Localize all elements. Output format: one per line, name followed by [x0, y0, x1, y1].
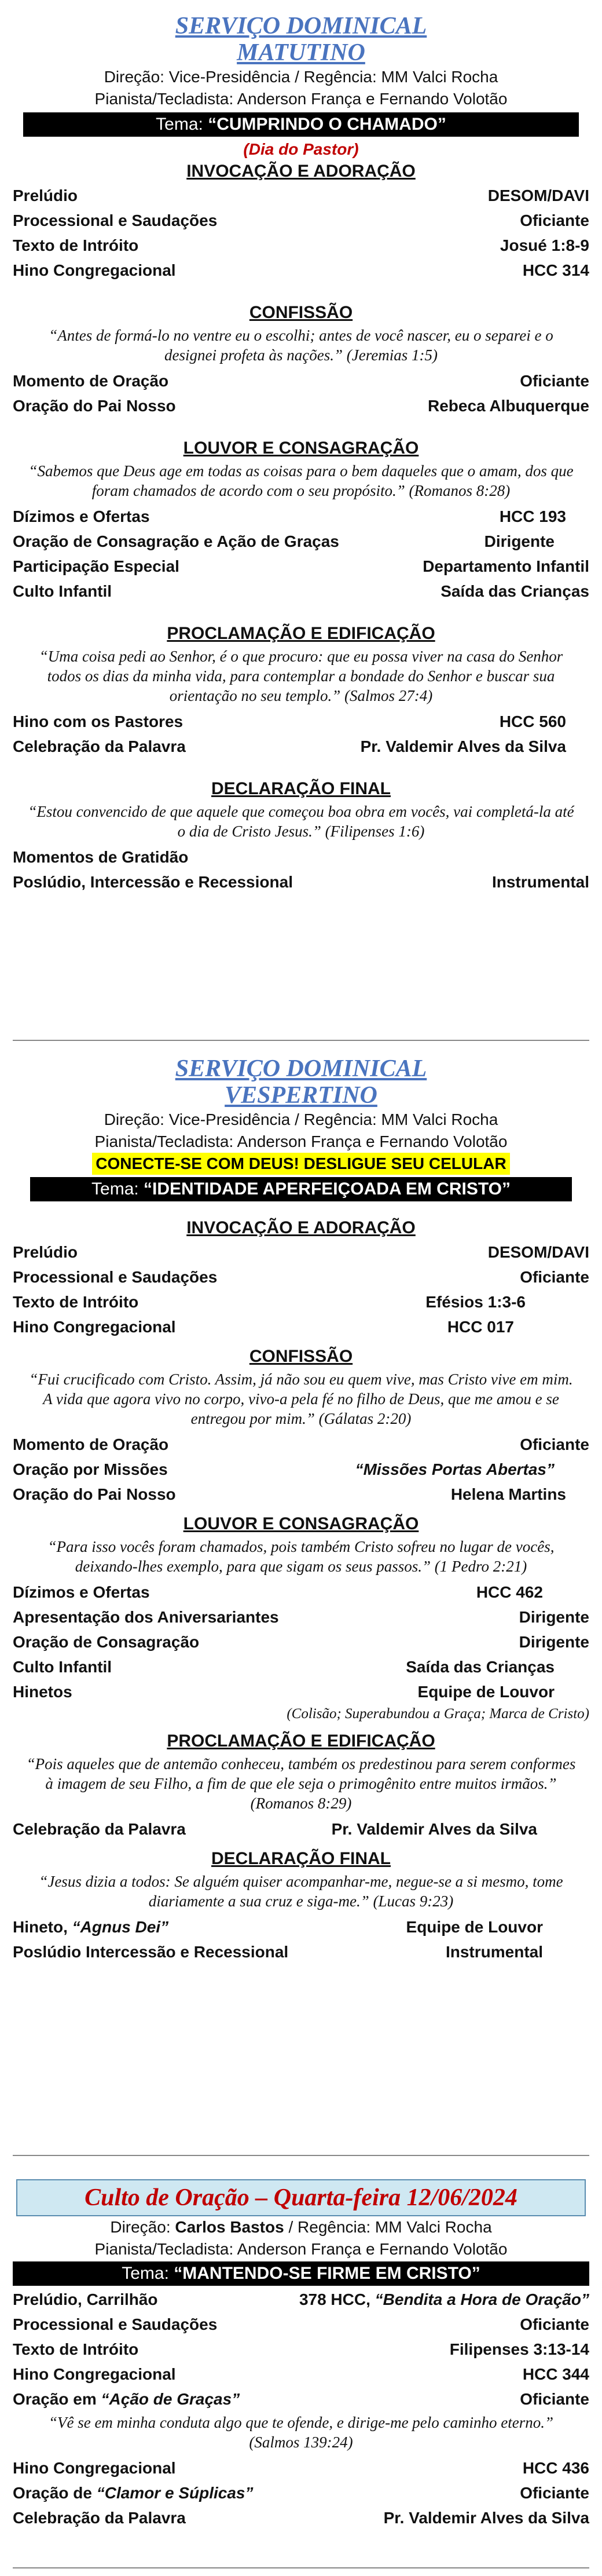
- row-value: Oficiante: [520, 211, 589, 229]
- row-item: Momentos de Gratidão: [13, 848, 189, 866]
- row-value: Oficiante: [520, 2315, 589, 2333]
- row-item-text: Oração em: [13, 2390, 101, 2408]
- row-item-italic: “Clamor e Súplicas”: [96, 2484, 254, 2502]
- row-value: Oficiante: [520, 1435, 589, 1453]
- program-row: [13, 1605, 589, 1629]
- bible-verse: “Vê se em minha conduta algo que te ofende, e dirige-me pelo caminho eterno.” (Salmos 139:24): [48, 2414, 554, 2451]
- row-item: Prelúdio: [13, 187, 78, 204]
- row-item: Apresentação dos Aniversariantes: [13, 1608, 279, 1626]
- row-value: HCC 193: [499, 507, 566, 525]
- connect-banner: [13, 1153, 589, 1175]
- section-divider: [13, 1040, 589, 1041]
- theme-label: Tema:: [122, 2264, 174, 2283]
- row-value: HCC 462: [476, 1583, 543, 1601]
- section-heading: PROCLAMAÇÃO E EDIFICAÇÃO: [167, 624, 435, 643]
- direction-suffix: / Regência: MM Valci Rocha: [284, 2218, 492, 2236]
- bible-verse: “Sabemos que Deus age em todas as coisas para o bem daqueles que o amam, dos que foram chamados de acordo com o seu propósito.” (Romanos 8:28): [28, 462, 574, 499]
- row-value: Dirigente: [484, 532, 555, 550]
- row-value: Saída das Crianças: [406, 1658, 555, 1676]
- program-row: [13, 709, 589, 734]
- row-item: Hinetos: [13, 1683, 72, 1701]
- row-item: Oração do Pai Nosso: [13, 397, 176, 415]
- program-row: [13, 1240, 589, 1265]
- row-value: Departamento Infantil: [423, 557, 589, 575]
- row-item: Texto de Intróito: [13, 236, 139, 254]
- row-item-italic: “Ação de Graças”: [101, 2390, 240, 2408]
- row-value: [299, 2287, 589, 2312]
- row-value: Saída das Crianças: [441, 582, 589, 600]
- bible-verse: “Antes de formá-lo no ventre eu o escolhi; antes de você nascer, eu o separei e o designei profeta às nações.” (Jeremias 1:5): [49, 327, 553, 364]
- program-row: [13, 1432, 589, 1457]
- prayer-theme: “MANTENDO-SE FIRME EM CRISTO”: [174, 2264, 480, 2283]
- evening-title-line2: VESPERTINO: [225, 1082, 377, 1109]
- program-row: [13, 2456, 589, 2480]
- bible-verse: “Para isso vocês foram chamados, pois também Cristo sofreu no lugar de vocês, deixando-lhes exemplo, para que sigam os seus passos.” (1 Pedro 2:21): [47, 1538, 555, 1575]
- program-row: [13, 258, 589, 283]
- section-heading: DECLARAÇÃO FINAL: [211, 1849, 391, 1868]
- row-value: Equipe de Louvor: [406, 1918, 543, 1936]
- program-row: [13, 1289, 589, 1314]
- hymn-list-note: (Colisão; Superabundou a Graça; Marca de Cristo): [287, 1706, 589, 1722]
- program-row: [13, 393, 589, 418]
- row-item: [13, 1914, 168, 1939]
- morning-direction: Direção: Vice-Presidência / Regência: MM Valci Rocha: [104, 68, 498, 86]
- program-row: [13, 1482, 589, 1507]
- prayer-title: Culto de Oração – Quarta-feira 12/06/2024: [16, 2179, 586, 2216]
- row-item: Texto de Intróito: [13, 2340, 139, 2358]
- pastor-day-note: (Dia do Pastor): [243, 140, 359, 158]
- row-value: Pr. Valdemir Alves da Silva: [331, 1820, 537, 1838]
- program-row: [13, 1939, 589, 1964]
- row-value-text: 378 HCC,: [299, 2290, 375, 2308]
- program-row: [13, 2287, 589, 2312]
- section-heading: DECLARAÇÃO FINAL: [211, 779, 391, 798]
- program-row: [13, 869, 589, 894]
- row-item: Processional e Saudações: [13, 2315, 218, 2333]
- row-item: Celebração da Palavra: [13, 1820, 186, 1838]
- row-item: Prelúdio: [13, 1243, 78, 1261]
- program-row: [13, 579, 589, 604]
- section-heading: INVOCAÇÃO E ADORAÇÃO: [186, 1218, 416, 1237]
- morning-pianists: Pianista/Tecladista: Anderson França e Fernando Volotão: [94, 90, 508, 108]
- program-row: [13, 1629, 589, 1654]
- program-row: [13, 2387, 589, 2411]
- bible-verse: “Uma coisa pedi ao Senhor, é o que procuro: que eu possa viver na casa do Senhor todos os dias da minha vida, para contemplar a bondade do Senhor e buscar sua orientação no seu templo.” (Salmos 27:4): [39, 648, 563, 704]
- row-item-text: Oração de: [13, 2484, 97, 2502]
- evening-service: [13, 1055, 589, 1964]
- row-value: Filipenses 3:13-14: [449, 2340, 589, 2358]
- program-row: [13, 1457, 589, 1482]
- row-value: HCC 436: [522, 2459, 589, 2477]
- row-item: Culto Infantil: [13, 582, 112, 600]
- theme-label: Tema:: [91, 1179, 144, 1199]
- row-item: Poslúdio, Intercessão e Recessional: [13, 873, 293, 891]
- program-row: [13, 183, 589, 208]
- morning-title-line1: SERVIÇO DOMINICAL: [175, 13, 427, 39]
- program-row: [13, 2337, 589, 2362]
- row-item: Dízimos e Ofertas: [13, 1583, 150, 1601]
- bible-verse: “Fui crucificado com Cristo. Assim, já não sou eu quem vive, mas Cristo vive em mim. A vida que agora vivo no corpo, vivo-a pela fé no filho de Deus, que me amou e se entregou por mim.” (Gálatas 2:20): [29, 1371, 573, 1427]
- row-item: Oração do Pai Nosso: [13, 1485, 176, 1503]
- row-item: Processional e Saudações: [13, 1268, 218, 1286]
- row-item: [13, 2480, 254, 2505]
- row-value: Instrumental: [491, 873, 589, 891]
- row-value: Dirigente: [519, 1633, 589, 1651]
- row-item: Hino Congregacional: [13, 2365, 176, 2383]
- row-value: Pr. Valdemir Alves da Silva: [383, 2509, 589, 2527]
- row-item: Participação Especial: [13, 557, 179, 575]
- row-value: Josué 1:8-9: [500, 236, 589, 254]
- row-value: HCC 017: [447, 1318, 514, 1336]
- program-row: [13, 1265, 589, 1289]
- theme-label: Tema:: [156, 115, 208, 134]
- program-row: [13, 233, 589, 258]
- row-item: Momento de Oração: [13, 372, 169, 390]
- row-value: Oficiante: [520, 2390, 589, 2408]
- program-row: [13, 529, 589, 554]
- row-item: Prelúdio, Carrilhão: [13, 2290, 158, 2308]
- row-item: Poslúdio Intercessão e Recessional: [13, 1943, 289, 1961]
- row-value: Oficiante: [520, 2484, 589, 2502]
- row-value: Helena Martins: [450, 1485, 566, 1503]
- prayer-service: [13, 2179, 589, 2530]
- row-value: Oficiante: [520, 372, 589, 390]
- section-heading: LOUVOR E CONSAGRAÇÃO: [183, 1514, 419, 1533]
- row-item: Hino Congregacional: [13, 261, 176, 279]
- section-heading: INVOCAÇÃO E ADORAÇÃO: [186, 162, 416, 181]
- row-value: Rebeca Albuquerque: [427, 397, 589, 415]
- row-item-italic: “Agnus Dei”: [72, 1918, 169, 1936]
- program-row: [13, 368, 589, 393]
- bible-verse: “Estou convencido de que aquele que começou boa obra em vocês, vai completá-la até o dia de Cristo Jesus.” (Filipenses 1:6): [28, 803, 574, 840]
- morning-title-line2: MATUTINO: [237, 39, 365, 66]
- row-item-text: Hineto,: [13, 1918, 72, 1936]
- row-value: Equipe de Louvor: [417, 1683, 555, 1701]
- morning-service: [13, 13, 589, 894]
- section-heading: LOUVOR E CONSAGRAÇÃO: [183, 439, 419, 458]
- direction-name: Carlos Bastos: [175, 2218, 284, 2236]
- program-row: [13, 1580, 589, 1605]
- connect-text: CONECTE-SE COM DEUS! DESLIGUE SEU CELULAR: [92, 1153, 509, 1175]
- row-item: Hino Congregacional: [13, 1318, 176, 1336]
- program-row: [13, 2312, 589, 2337]
- evening-pianists: Pianista/Tecladista: Anderson França e Fernando Volotão: [94, 1132, 508, 1150]
- section-heading: CONFISSÃO: [249, 303, 353, 322]
- bible-verse: “Jesus dizia a todos: Se alguém quiser acompanhar-me, negue-se a si mesmo, tome diariamente a sua cruz e siga-me.” (Lucas 9:23): [39, 1873, 563, 1910]
- row-item: [13, 2387, 240, 2411]
- program-row: [13, 2480, 589, 2505]
- program-row: [13, 554, 589, 579]
- row-item: Momento de Oração: [13, 1435, 169, 1453]
- section-divider: [13, 2155, 589, 2156]
- prayer-direction: [13, 2216, 589, 2238]
- evening-title-line1: SERVIÇO DOMINICAL: [175, 1055, 427, 1082]
- row-item: Hino Congregacional: [13, 2459, 176, 2477]
- program-row: [13, 1817, 589, 1841]
- evening-direction: Direção: Vice-Presidência / Regência: MM Valci Rocha: [104, 1110, 498, 1128]
- row-value: Pr. Valdemir Alves da Silva: [360, 737, 566, 755]
- prayer-theme-bar: [13, 2261, 589, 2286]
- row-value-italic: “Bendita a Hora de Oração”: [375, 2290, 589, 2308]
- row-item: Dízimos e Ofertas: [13, 507, 150, 525]
- program-row: [13, 208, 589, 233]
- program-row: [13, 2505, 589, 2530]
- section-heading: PROCLAMAÇÃO E EDIFICAÇÃO: [167, 1731, 435, 1751]
- row-value: DESOM/DAVI: [487, 1243, 589, 1261]
- evening-theme-bar: [30, 1177, 572, 1201]
- program-row: [13, 2362, 589, 2387]
- row-value: HCC 344: [522, 2365, 589, 2383]
- row-value: HCC 314: [522, 261, 589, 279]
- row-item: Texto de Intróito: [13, 1293, 139, 1311]
- row-item: Oração de Consagração e Ação de Graças: [13, 532, 339, 550]
- row-value: Dirigente: [519, 1608, 589, 1626]
- row-item: Celebração da Palavra: [13, 737, 186, 755]
- section-heading: CONFISSÃO: [249, 1347, 353, 1366]
- row-value: DESOM/DAVI: [487, 187, 589, 204]
- row-value: Oficiante: [520, 1268, 589, 1286]
- row-item: Celebração da Palavra: [13, 2509, 186, 2527]
- row-item: Oração de Consagração: [13, 1633, 200, 1651]
- bible-verse: “Pois aqueles que de antemão conheceu, também os predestinou para serem conformes à imagem de seu Filho, a fim de que ele seja o primogênito entre muitos irmãos.” (Romanos 8:29): [26, 1755, 576, 1812]
- row-item: Processional e Saudações: [13, 211, 218, 229]
- program-row: [13, 504, 589, 529]
- row-value: “Missões Portas Abertas”: [355, 1460, 555, 1478]
- program-row: [13, 1654, 589, 1679]
- evening-theme: “IDENTIDADE APERFEIÇOADA EM CRISTO”: [144, 1179, 511, 1199]
- program-row: [13, 845, 589, 869]
- row-item: Oração por Missões: [13, 1460, 168, 1478]
- direction-prefix: Direção:: [110, 2218, 175, 2236]
- program-row: [13, 1314, 589, 1339]
- row-value: Efésios 1:3-6: [425, 1293, 526, 1311]
- morning-theme: “CUMPRINDO O CHAMADO”: [208, 115, 446, 134]
- row-value: Instrumental: [445, 1943, 543, 1961]
- row-value: HCC 560: [499, 712, 566, 730]
- program-row: [13, 1679, 589, 1704]
- section-divider: [13, 2567, 589, 2568]
- program-row: [13, 1914, 589, 1939]
- row-item: Culto Infantil: [13, 1658, 112, 1676]
- row-item: Hino com os Pastores: [13, 712, 183, 730]
- prayer-pianists: Pianista/Tecladista: Anderson França e Fernando Volotão: [94, 2240, 508, 2258]
- program-row: [13, 734, 589, 759]
- morning-theme-bar: [23, 112, 579, 137]
